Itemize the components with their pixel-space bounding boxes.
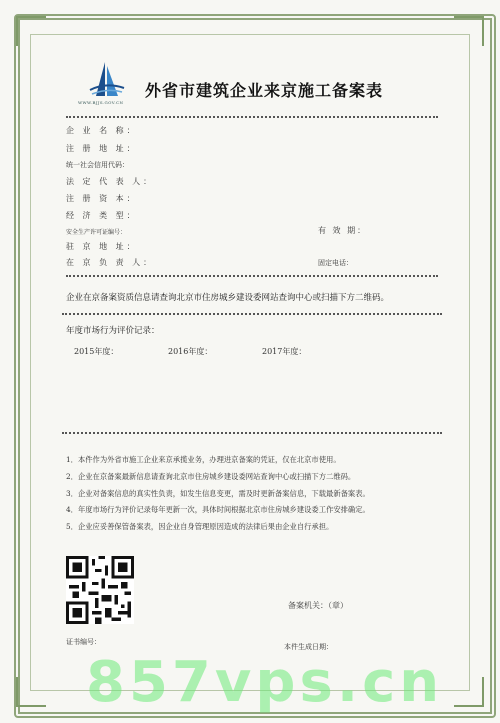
local-address-label: 驻 京 地 址：: [66, 242, 138, 251]
watermark-text: 857vps.cn: [86, 650, 444, 715]
page-title: 外省市建筑企业来京施工备案表: [145, 81, 384, 100]
capital-label: 注 册 资 本：: [66, 194, 138, 203]
evaluation-title: 年度市场行为评价记录：: [66, 326, 160, 336]
qr-code-icon: [66, 556, 134, 624]
corner-ornament: [454, 677, 484, 707]
safety-license-label: 安全生产许可证编号：: [66, 229, 127, 236]
address-label: 注 册 地 址：: [66, 144, 138, 153]
corner-ornament: [16, 677, 46, 707]
dotted-divider: [62, 432, 442, 434]
corner-ornament: [16, 16, 46, 46]
dotted-divider: [66, 275, 438, 277]
validity-label: 有 效 期：: [318, 226, 368, 235]
company-name-label: 企 业 名 称：: [66, 126, 138, 135]
local-manager-label: 在 京 负 责 人：: [66, 258, 155, 267]
certificate-number-label: 证书编号：: [66, 638, 101, 646]
bjjs-logo-icon: [88, 60, 126, 102]
legal-rep-label: 法 定 代 表 人：: [66, 177, 155, 186]
corner-ornament: [454, 16, 484, 46]
note-item: 2．企业在京备案最新信息请查询北京市住房城乡建设委网站查询中心或扫描下方二维码。: [66, 471, 356, 481]
year-2017-label: 2017年度：: [262, 347, 307, 356]
note-item: 4．年度市场行为评价记录每年更新一次，具体时间根据北京市住房城乡建设委工作安排确定。: [66, 505, 370, 515]
filing-authority-label: 备案机关：（章）: [288, 601, 348, 610]
dotted-divider: [66, 116, 438, 118]
econ-type-label: 经 济 类 型：: [66, 211, 138, 220]
year-2016-label: 2016年度：: [168, 347, 213, 356]
note-item: 3．企业对备案信息的真实性负责，如发生信息变更，需及时更新备案信息，下载最新备案表。: [66, 488, 370, 498]
dotted-divider: [62, 313, 442, 315]
query-sentence: 企业在京备案资质信息请查询北京市住房城乡建设委网站查询中心或扫描下方二维码。: [66, 293, 390, 303]
note-item: 5．企业应妥善保管备案表，因企业自身管理原因造成的法律后果由企业自行承担。: [66, 522, 334, 532]
phone-label: 固定电话：: [318, 259, 353, 267]
year-2015-label: 2015年度：: [74, 347, 119, 356]
generation-date-label: 本件生成日期：: [284, 643, 333, 651]
logo-text: WWW.BJJS.GOV.CN: [78, 100, 124, 105]
credit-code-label: 统一社会信用代码：: [66, 161, 129, 169]
note-item: 1．本件作为外省市施工企业来京承揽业务，办理进京备案的凭证，仅在北京市使用。: [66, 455, 341, 464]
notes-list: [66, 452, 370, 536]
